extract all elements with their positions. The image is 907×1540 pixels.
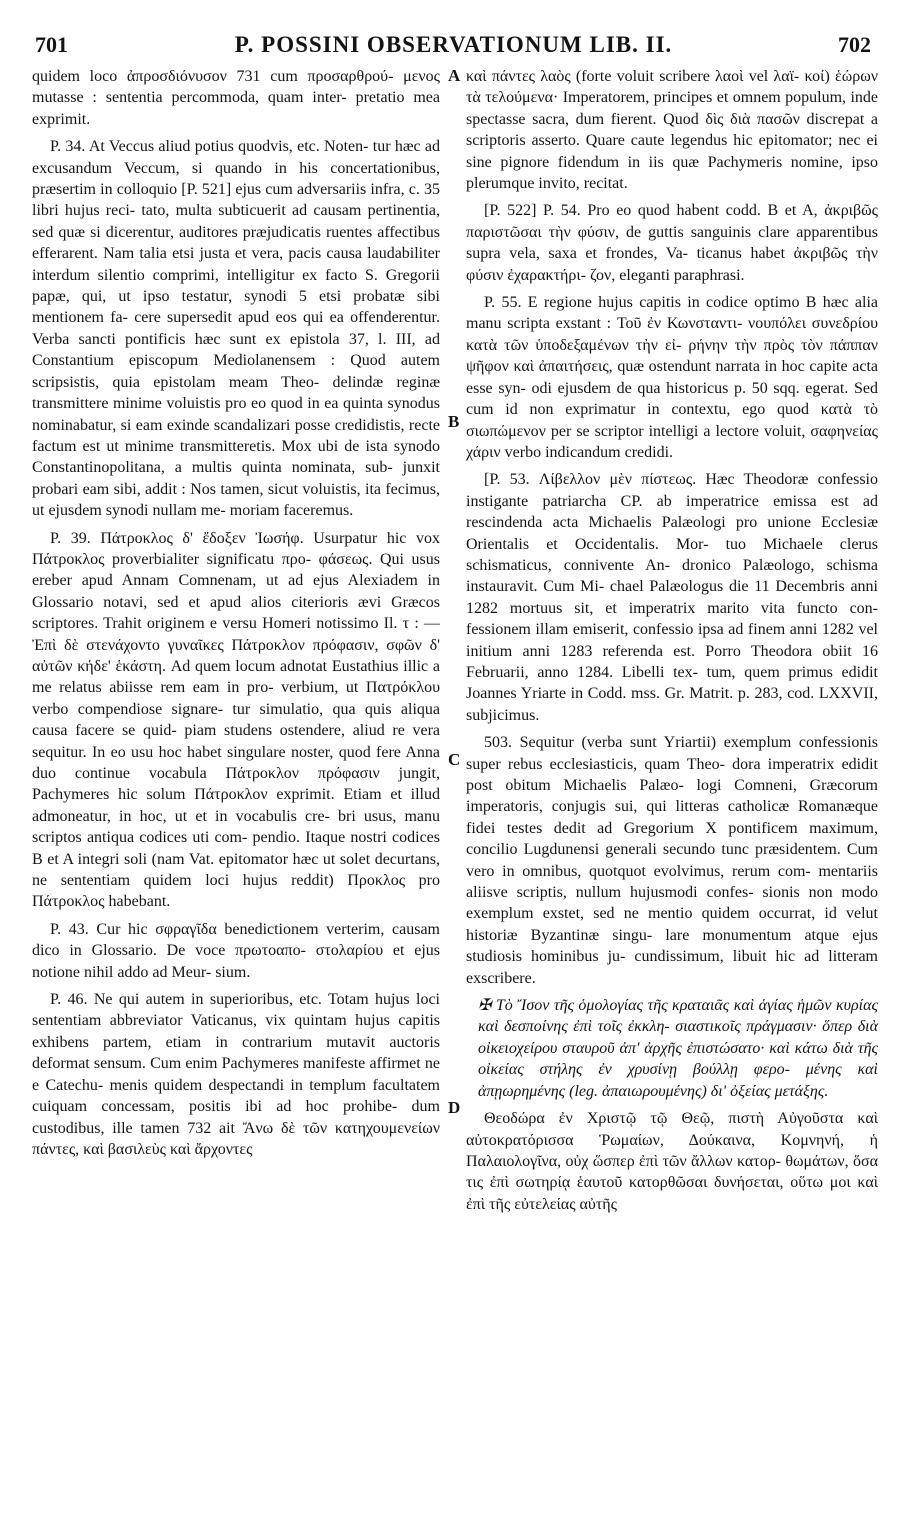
left-column (32, 66, 440, 1166)
paragraph: P. 39. Πάτροκλος δ' ἔδοξεν Ἰωσήφ. Usurpatur hic vox Πάτροκλος proverbialiter significatu προ- φάσεως. Qui usus ereber apud Annam Comnenam, ut ad ejus Alexiadem in Glossario notavi, sed et apud alios citerioris ævi Græcos scriptores. Trahit originem e versu Homeri notissimo Il. τ : — Ἐπὶ δὲ στενάχοντο γυναῖκες Πάτροκλον πρόφασιν, σφῶν δ' αὐτῶν κήδε' ἑκάστη. Ad quem locum adnotat Eustathius illic a me relatus abiisse rem eam in pro- verbium, ut Πατρόκλου verbo compendiose signare- tur simulatio, qua quis aliqua causa facere se quid- piam studens ostendere, aliud re vera sequitur. In eo usu hoc habet singulare noster, quod fere Anna duo continue vocabula Πάτροκλον πρόφασιν jungit, Pachymeres hic solum Πάτροκλον exprimit. Etiam et illud admoneatur, in hoc, ut et in vocabulis cre- bri usus, manu scriptos antiqua codices uti com- pendio. Itaque nostri codices B et A integri soli (nam Vat. epitomator hæc ut solet decurtans, ne sententiam quidem loci hujus reddit) Προκλος pro Πάτροκλος habebant. (32, 529, 440, 911)
page-header (30, 28, 877, 58)
paragraph: καὶ πάντες λαὸς (forte voluit scribere λαοὶ vel λαϊ- κοί) ἑώρων τὰ τελούμενα· Imperatorem, principes et omnem populum, inde spectasse sacra, dum fierent. Quod δὶς διὰ πασῶν discrepat a scriptoris asserto. Quare caute legendus hic epitomator; nec ei sine pignore fidendum in iis quæ Pachymeris nomine, ipso plerumque invito, recitat. (466, 68, 878, 193)
paragraph: quidem loco ἀπροσδιόνυσον 731 cum προσαρθρού- μενος mutasse : sententia percommoda, quam inter- pretatio mea exprimit. (32, 68, 440, 128)
paragraph: P. 55. E regione hujus capitis in codice optimo B hæc alia manu scripta exstant : Τοῦ ἐν Κωνσταντι- νουπόλει συνεδρίου κατὰ τῶν ὑποδεξαμένων τὴν εἰ- ρήνην τὴν πρὸς τὸν πάππαν ψῆφον καὶ ἀπαιτήσεις, quæ ostendunt narrata in hoc capite acta esse syn- odi ejusdem de qua historicus p. 50 sqq. egerat. Sed cum id non exprimatur in contextu, ego quod κατὰ τὸ σιωπώμενον per se scriptor intelligi a lectore voluit, σαφηνείας χάριν verbo indicandum credidi. (466, 294, 878, 461)
paragraph: P. 46. Ne qui autem in superioribus, etc. Totam hujus loci sententiam abbreviator Vaticanus, vix quintam hujus capitis exhibens partem, etiam in contrarium mutavit auctoris deformat sensum. Cum enim Pachymeres manifeste affirmet ne e Catechu- menis quidem despectandi in templum facultatem cuiquam concessam, positis ibi ad hoc prohibe- dum custodibus, ille tamen 732 ait Ἄνω δὲ τῶν κατηχουμενείων πάντες, καὶ βασιλεὺς καὶ ἄρχοντες (32, 991, 440, 1158)
margin-letter-b: B (448, 412, 460, 431)
paragraph: [P. 53. Λίβελλον μὲν πίστεως. Hæc Theodoræ confessio instigante patriarcha CP. ab imperatrice emissa est ad rescindenda acta Michaelis Palæologi pro unione Ecclesiæ Orientalis et Occidentalis. Mor- tuo Michaele clerus schismaticus, connivente An- dronico Palæologo, schisma instauravit. Cum Mi- chael Palæologus die 11 Decembris anni 1282 mortuus sit, et imperatrix marito vita functo con- fessionem illam emiserit, confessio ipsa ad finem anni 1282 vel initium anni 1283 referenda est. Porro Theodora obiit 16 Februarii, anno 1284. Libelli tex- tum, quem primus edidit Joannes Yriarte in Codd. mss. Gr. Matrit. p. 283, cod. LXXVII, subjicimus. (466, 471, 878, 724)
paragraph: P. 43. Cur hic σφραγῖδα benedictionem verterim, causam dico in Glossario. De voce πρωτοαπο- στολαρίου et ejus notione nihil addo ad Meur- sium. (32, 920, 440, 981)
page-number-left: 701 (35, 32, 68, 57)
margin-letter-d: D (448, 1098, 461, 1117)
margin-letter-c: C (448, 750, 461, 769)
right-column (466, 66, 878, 1221)
paragraph: [P. 522] P. 54. Pro eo quod habent codd. B et A, ἀκριβῶς παριστῶσαι τὴν φύσιν, de guttis sanguinis clare apparentibus supra vela, saxa et frondes, Va- ticanus habet ἀκριβῶς τὴν φύσιν ἐχαρακτήρι- ζον, eleganti paraphrasi. (466, 202, 878, 284)
paragraph: P. 34. At Veccus aliud potius quodvis, etc. Noten- tur hæc ad excusandum Veccum, si quando in his concertationibus, præsertim in colloquio [P. 521] ejus cum adversariis infra, c. 35 libri hujus reci- tato, multa subticuerit ad causam pertinentia, sed quæ si dicerentur, auditores præjudicatis ruentes affectibus efferarent. Nam talia etsi justa et vera, pacis causa laudabiliter interdum silentio comprimi, intelligitur ex facto S. Gregorii papæ, qui, ut ipso testatur, synodi 5 etsi probatæ sibi mentionem fa- cere supersedit apud eos qui ea offenderentur. Verba sancti pontificis hæc sunt ex epistola 37, l. III, ad Constantium episcopum Mediolanensem : Quod autem scripsistis, quia epistolam meam Theo- delindæ reginæ transmittere minime voluistis pro eo quod in ea quinta synodus nominabatur, si eam exinde scandalizari posse credidistis, recte factum est ut minime transmitteretis. Mox ubi de ista synodo Constantinopolitana, a multis quinta nominata, sub- junxit probari eam sibi, addit : Nos tamen, sicut voluistis, ita fecimus, ut ejusdem synodi nullam me- moriam faceremus. (32, 138, 440, 520)
running-title: P. POSSINI OBSERVATIONUM LIB. II. (234, 32, 673, 57)
greek-heading-block: ✠ Τὸ Ἴσον τῆς ὁμολογίας τῆς κραταιᾶς καὶ ἁγίας ἡμῶν κυρίας καὶ δεσποίνης ἐπὶ τοῖς ἐκκλη- σιαστικοῖς πράγμασιν· ὅπερ διὰ οἰκειοχείρου σταυροῦ ἀπ' ἀρχῆς ἐπιστώσατο· καὶ κάτω διὰ τῆς οἰκείας στήλης ἐν χρυσίνῃ βούλλῃ φερο- μένης καὶ ἀπῃωρημένης (leg. ἀπαιωρουμένης) δι' ὀξείας μετάξης. (478, 997, 878, 1100)
margin-letter-a: A (448, 66, 461, 85)
paragraph: Θεοδώρα ἐν Χριστῷ τῷ Θεῷ, πιστὴ Αὐγοῦστα καὶ αὐτοκρατόρισσα Ῥωμαίων, Δούκαινα, Κομνηνή, ἡ Παλαιολογῖνα, οὐχ ὥσπερ ἐπὶ τῶν ἄλλων κατορ- θωμάτων, ὅσα τις ἐπὶ σωτηρίᾳ ἑαυτοῦ κατορθῶσαι δυνήσεται, οὕτω μοι καὶ ἐπὶ τῆς εὐτελείας αὐτῆς (466, 1110, 878, 1213)
paragraph: 503. Sequitur (verba sunt Yriartii) exemplum confessionis super rebus ecclesiasticis, quam Theo- dora imperatrix edidit post obitum Michaelis Palæo- logi Comneni, Græcorum imperatoris, conjugis sui, qui litteras catholicæ Romanæque fidei testes dedit ad Gregorium X pontificem maximum, concilio Lugdunensi generali secundo tunc præsidentem. Cum vero in omnibus, quotquot evolvimus, rerum com- mentariis aliisve scriptis, nullum hujusmodi confes- sionis non modo exemplum exstet, sed ne mentio quidem occurrat, id velut historiæ Byzantinæ singu- lare monumentum atque ejus studiosis hominibus ju- cundissimum, libuit hic ad litteram exscribere. (466, 734, 878, 987)
page-number-right: 702 (838, 32, 871, 57)
